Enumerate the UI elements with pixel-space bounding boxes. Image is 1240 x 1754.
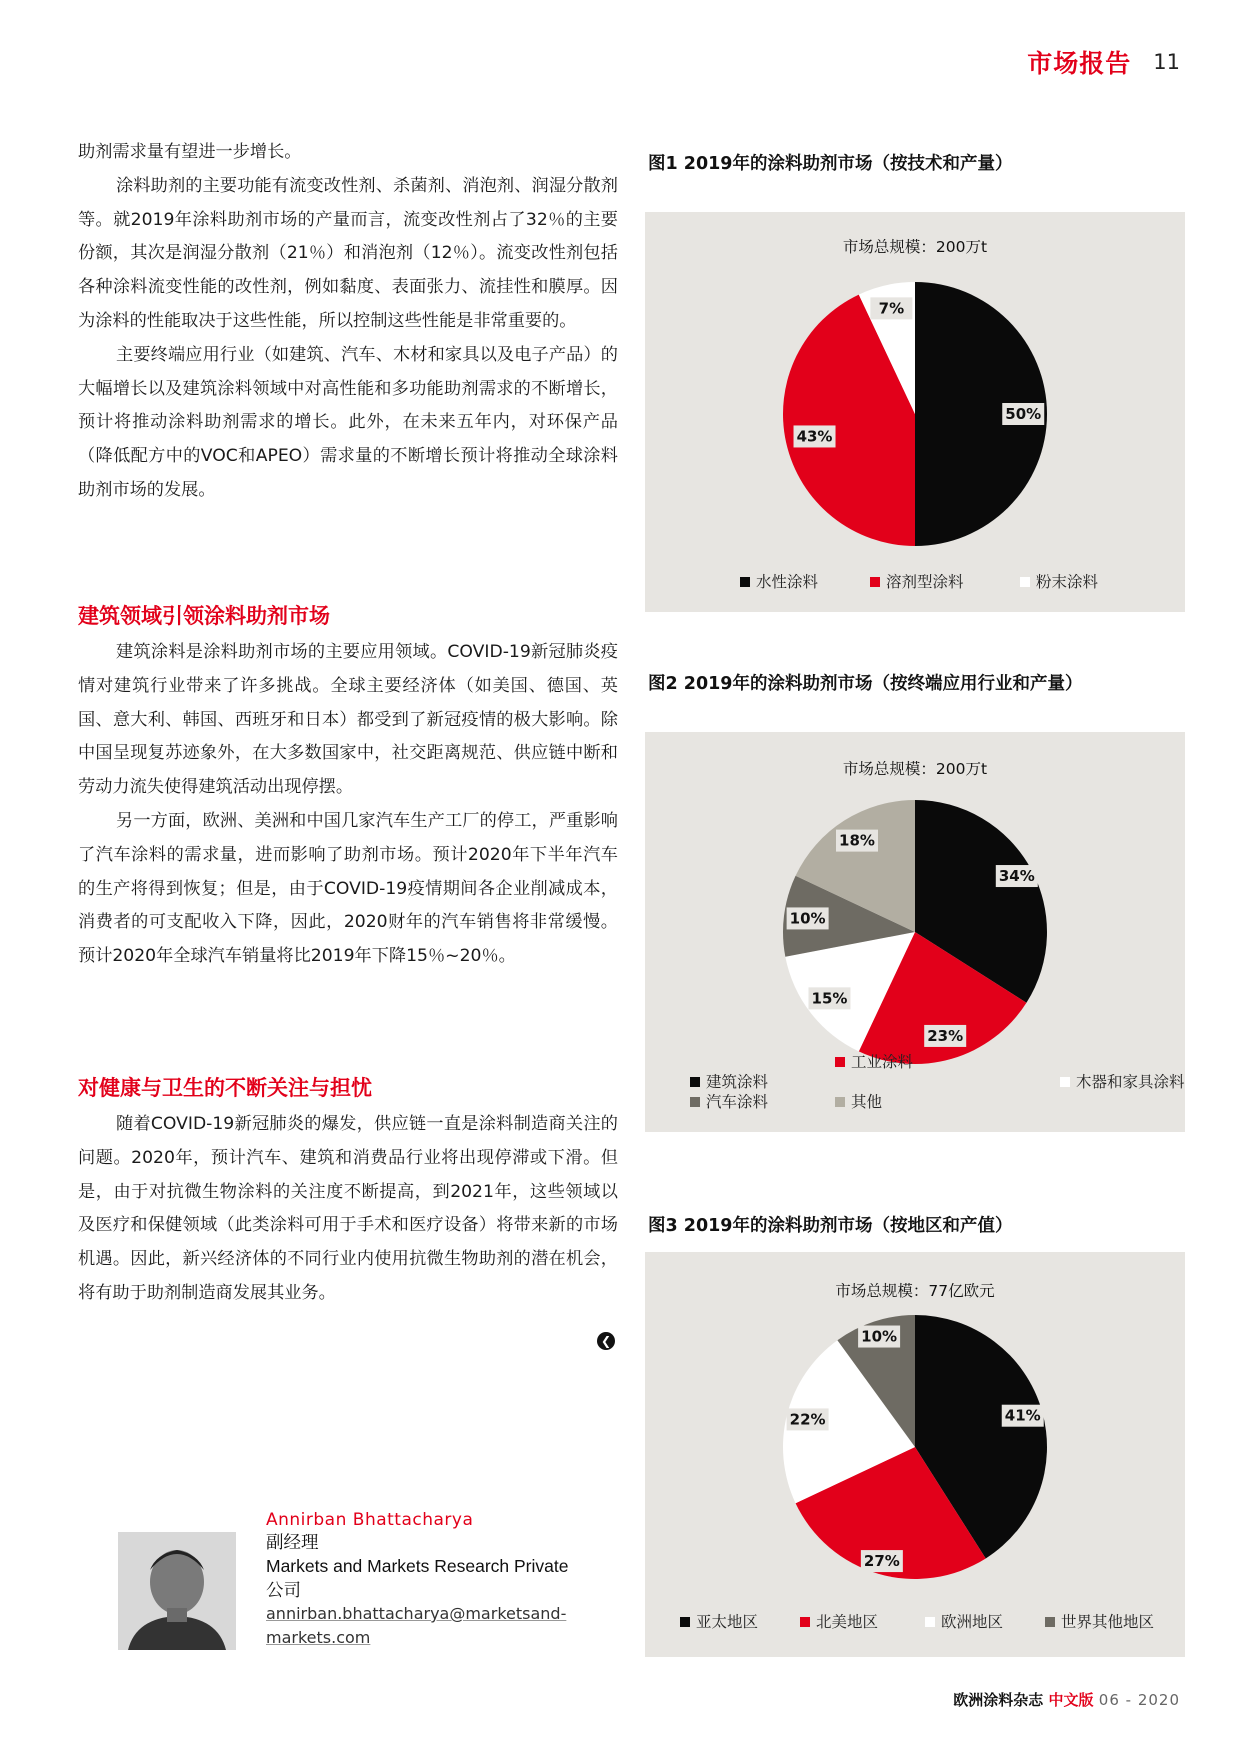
legend-label: 水性涂料 [756, 573, 819, 591]
legend-label: 木器和家具涂料 [1076, 1073, 1185, 1091]
slice-value-label: 18% [839, 831, 875, 850]
slice-value-label: 10% [789, 909, 826, 928]
portrait-icon [118, 1532, 236, 1650]
legend-label: 汽车涂料 [706, 1093, 769, 1111]
figure-1-pie-chart [645, 212, 1185, 612]
issue-number: 06 - 2020 [1098, 1691, 1180, 1709]
figure-3-pie-chart [645, 1252, 1185, 1657]
legend-label: 欧洲地区 [941, 1613, 1004, 1631]
page-number: 11 [1153, 50, 1180, 74]
legend-swatch [835, 1057, 845, 1067]
legend-swatch [680, 1617, 690, 1627]
figure-3-panel [645, 1252, 1185, 1657]
figure-2-pie-chart [645, 732, 1185, 1132]
author-photo [118, 1532, 236, 1650]
slice-value-label: 27% [863, 1552, 900, 1571]
legend-label: 其他 [851, 1093, 883, 1111]
slice-value-label: 50% [1005, 405, 1042, 423]
legend-swatch [1045, 1617, 1055, 1627]
slice-value-label: 15% [811, 989, 848, 1008]
slice-value-label: 34% [998, 867, 1035, 886]
author-company: Markets and Markets Research Private [266, 1556, 569, 1576]
figure-1-title: 图1 2019年的涂料助剂市场（按技术和产量） [648, 154, 1013, 174]
legend-swatch [690, 1077, 700, 1087]
slice-value-label: 22% [789, 1410, 826, 1429]
legend-label: 北美地区 [816, 1613, 879, 1631]
slice-value-label: 41% [1004, 1406, 1041, 1425]
legend-label: 工业涂料 [851, 1053, 914, 1071]
author-block [266, 1510, 606, 1650]
legend-label: 粉末涂料 [1036, 573, 1099, 591]
legend-swatch [925, 1617, 935, 1627]
market-size-label: 市场总规模：200万t [842, 760, 988, 778]
article-column [78, 136, 618, 508]
legend-label: 溶剂型涂料 [886, 573, 964, 591]
legend-swatch [835, 1097, 845, 1107]
market-size-label: 市场总规模：77亿欧元 [835, 1282, 995, 1300]
market-size-label: 市场总规模：200万t [842, 238, 988, 256]
paragraph: 主要终端应用行业（如建筑、汽车、木材和家具以及电子产品）的大幅增长以及建筑涂料领域中对高性能和多功能助剂需求的不断增长，预计将推动涂料助剂需求的增长。此外，在未来五年内，对环保产品（降低配方中的VOC和APEO）需求量的不断增长预计将推动全球涂料助剂市场的发展。 [78, 344, 618, 500]
paragraph: 建筑涂料是涂料助剂市场的主要应用领域。COVID-19新冠肺炎疫情对建筑行业带来了许多挑战。全球主要经济体（如美国、德国、英国、意大利、韩国、西班牙和日本）都受到了新冠疫情的极大影响。除中国呈现复苏迹象外，在大多数国家中，社交距离规范、供应链中断和劳动力流失使得建筑活动出现停摆。 [78, 642, 618, 798]
paragraph: 助剂需求量有望进一步增长。 [78, 142, 302, 162]
figure-1-panel [645, 212, 1185, 612]
page-header [1027, 44, 1180, 80]
author-name: Annirban Bhattacharya [266, 1510, 474, 1530]
section-name: 市场报告 [1027, 49, 1132, 78]
legend-label: 建筑涂料 [706, 1073, 769, 1091]
edition-label: 中文版 [1048, 1691, 1094, 1709]
section-health [78, 1072, 618, 1311]
section-heading: 对健康与卫生的不断关注与担忧 [78, 1076, 372, 1100]
author-company-suffix: 公司 [266, 1580, 301, 1600]
legend-swatch [1020, 577, 1030, 587]
legend-swatch [800, 1617, 810, 1627]
legend-swatch [690, 1097, 700, 1107]
figure-2-panel [645, 732, 1185, 1132]
magazine-name: 欧洲涂料杂志 [953, 1691, 1044, 1709]
legend-label: 世界其他地区 [1061, 1613, 1155, 1631]
legend-label: 亚太地区 [696, 1613, 759, 1631]
paragraph: 随着COVID-19新冠肺炎的爆发，供应链一直是涂料制造商关注的问题。2020年，预计汽车、建筑和消费品行业将出现停滞或下滑。但是，由于对抗微生物涂料的关注度不断提高，到2021年，这些领域以及医疗和保健领域（此类涂料可用于手术和医疗设备）将带来新的市场机遇。因此，新兴经济体的不同行业内使用抗微生物助剂的潜在机会，将有助于助剂制造商发展其业务。 [78, 1114, 618, 1303]
paragraph: 另一方面，欧洲、美洲和中国几家汽车生产工厂的停工，严重影响了汽车涂料的需求量，进而影响了助剂市场。预计2020年下半年汽车的生产将得到恢复；但是，由于COVID-19疫情期间各企业削减成本，消费者的可支配收入下降，因此，2020财年的汽车销售将非常缓慢。预计2020年全球汽车销量将比2019年下降15％~20％。 [78, 810, 618, 967]
legend-swatch [1060, 1077, 1070, 1087]
section-heading: 建筑领域引领涂料助剂市场 [78, 604, 330, 628]
legend-swatch [870, 577, 880, 587]
slice-value-label: 10% [861, 1327, 898, 1346]
author-title: 副经理 [266, 1532, 319, 1552]
page-footer [953, 1689, 1180, 1710]
figure-2-title: 图2 2019年的涂料助剂市场（按终端应用行业和产量） [648, 674, 1083, 694]
author-email-link[interactable]: annirban.bhattacharya@marketsand- [266, 1604, 567, 1623]
legend-swatch [740, 577, 750, 587]
author-email-link-cont[interactable]: markets.com [266, 1628, 371, 1647]
section-construction [78, 600, 618, 974]
slice-value-label: 43% [796, 427, 833, 446]
back-arrow-icon[interactable]: ❮ [597, 1332, 615, 1350]
slice-value-label: 7% [878, 299, 905, 318]
slice-value-label: 23% [927, 1026, 964, 1045]
paragraph: 涂料助剂的主要功能有流变改性剂、杀菌剂、消泡剂、润湿分散剂等。就2019年涂料助剂市场的产量而言，流变改性剂占了32％的主要份额，其次是润湿分散剂（21％）和消泡剂（12％）。流变改性剂包括各种涂料流变性能的改性剂，例如黏度、表面张力、流挂性和膜厚。因为涂料的性能取决于这些性能，所以控制这些性能是非常重要的。 [78, 175, 618, 331]
figure-3-title: 图3 2019年的涂料助剂市场（按地区和产值） [648, 1216, 1013, 1236]
